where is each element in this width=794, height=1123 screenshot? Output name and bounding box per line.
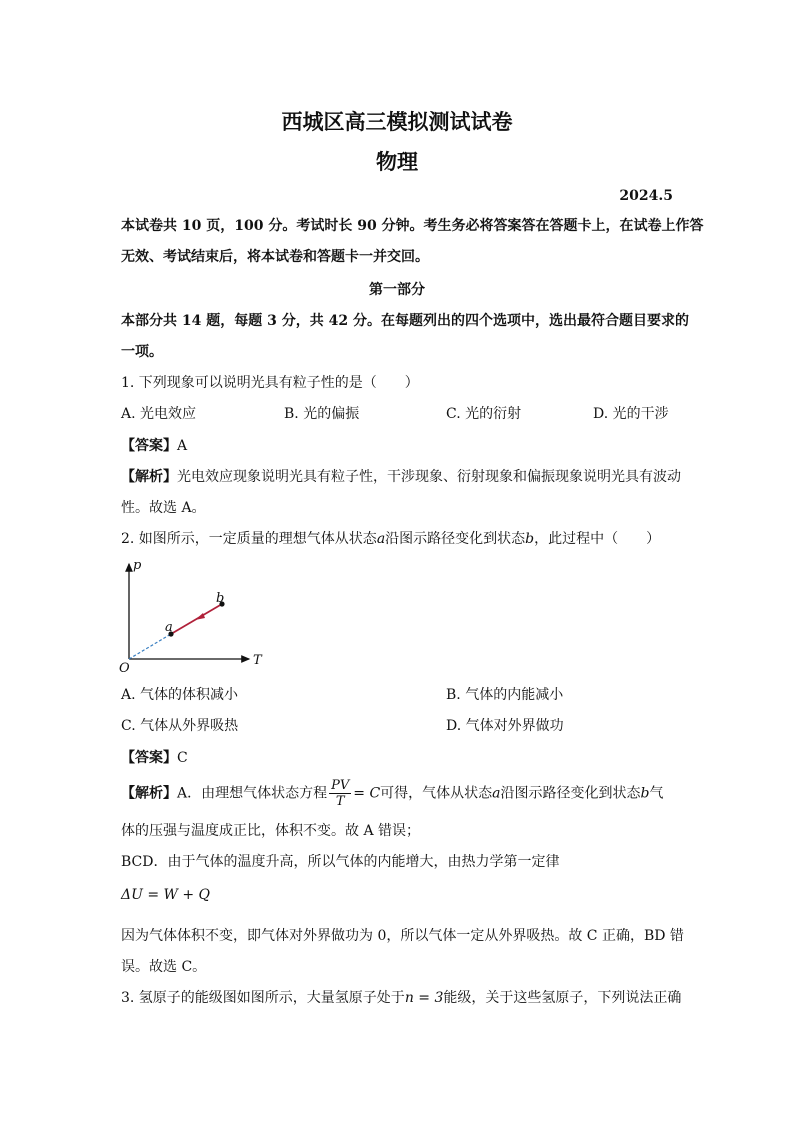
point-a-label: a (165, 620, 173, 635)
q1-answer (121, 436, 187, 456)
answer-tag: 【答案】 (121, 438, 177, 454)
analysis-var-b: b (640, 785, 650, 802)
exam-date: 2024.5 (619, 188, 673, 204)
part-description-line-2: 一项。 (121, 344, 163, 360)
analysis-a-mid2: 沿图示路径变化到状态 (500, 785, 641, 802)
q2-option-a: A. 气体的体积减小 (121, 687, 239, 703)
y-axis-label: p (133, 558, 142, 573)
answer-value: A (177, 438, 188, 454)
fraction-numerator: PV (331, 778, 350, 793)
q2-analysis-line-5: 因为气体体积不变，即气体对外界做功为 0，所以气体一定从外界吸热。故 C 正确，BD 错 (121, 928, 684, 944)
q1-option-d: D. 光的干涉 (593, 406, 669, 422)
analysis-a-post: 气 (649, 785, 664, 802)
analysis-text: 光电效应现象说明光具有粒子性，干涉现象、衍射现象和偏振现象说明光具有波动 (177, 469, 681, 485)
q2-analysis-line-1 (121, 778, 664, 809)
q3-stem-pre: 3. 氢原子的能级图如图所示，大量氢原子处于 (121, 990, 405, 1006)
answer-tag: 【答案】 (121, 750, 177, 766)
q1-stem: 1. 下列现象可以说明光具有粒子性的是（ ） (121, 375, 419, 391)
q2-var-a: a (376, 531, 386, 547)
instructions-line-2: 无效、考试结束后，将本试卷和答题卡一并交回。 (121, 249, 429, 265)
part-description-line-1: 本部分共 14 题，每题 3 分，共 42 分。在每题列出的四个选项中，选出最符合题目要求的 (121, 313, 689, 329)
q1-analysis-line-1 (121, 467, 681, 487)
q3-stem-var: n = 3 (404, 990, 444, 1006)
extension-dashed-line (129, 634, 171, 659)
q1-option-a: A. 光电效应 (121, 406, 197, 422)
q2-analysis-line-2: 体的压强与温度成正比，体积不变。故 A 错误； (121, 823, 421, 839)
analysis-var-a: a (492, 785, 501, 802)
first-law-formula: ΔU = W + Q (121, 887, 211, 903)
instructions-line-1: 本试卷共 10 页，100 分。考试时长 90 分钟。考生务必将答案答在答题卡上，在试卷上作答 (121, 218, 704, 234)
q2-var-b: b (525, 531, 535, 547)
analysis-tag: 【解析】 (121, 785, 177, 802)
q2-option-d: D. 气体对外界做功 (446, 718, 564, 734)
q2-stem-mid: 沿图示路径变化到状态 (385, 531, 526, 547)
p-t-graph (115, 556, 275, 674)
q2-option-c: C. 气体从外界吸热 (121, 718, 239, 734)
q3-stem-post: 能级，关于这些氢原子，下列说法正确 (443, 990, 682, 1006)
subject-title: 物理 (376, 149, 418, 174)
q2-answer (121, 748, 188, 768)
page-title: 西城区高三模拟测试试卷 (281, 109, 513, 134)
q1-option-b: B. 光的偏振 (284, 406, 360, 422)
equation-rhs: = C (353, 785, 381, 802)
point-b-label: b (216, 591, 225, 606)
origin-label: O (119, 661, 130, 674)
part-heading: 第一部分 (369, 282, 425, 298)
q2-option-b: B. 气体的内能减小 (446, 687, 564, 703)
q3-stem (121, 988, 681, 1008)
q2-stem-post: ，此过程中（ ） (534, 531, 661, 547)
q2-analysis-line-3: BCD．由于气体的温度升高，所以气体的内能增大，由热力学第一定律 (121, 854, 560, 870)
q2-stem (121, 529, 660, 549)
answer-value: C (177, 750, 188, 766)
analysis-tag: 【解析】 (121, 469, 177, 485)
x-axis-label: T (253, 653, 262, 668)
state-equation-fraction (329, 778, 351, 809)
q1-option-c: C. 光的衍射 (446, 406, 522, 422)
q2-stem-pre: 2. 如图所示，一定质量的理想气体从状态 (121, 531, 377, 547)
q1-analysis-line-2: 性。故选 A。 (121, 500, 206, 516)
analysis-a-mid: 可得，气体从状态 (380, 785, 493, 802)
fraction-denominator: T (335, 794, 345, 809)
q2-analysis-line-6: 误。故选 C。 (121, 959, 207, 975)
analysis-a-pre: A．由理想气体状态方程 (177, 785, 328, 802)
